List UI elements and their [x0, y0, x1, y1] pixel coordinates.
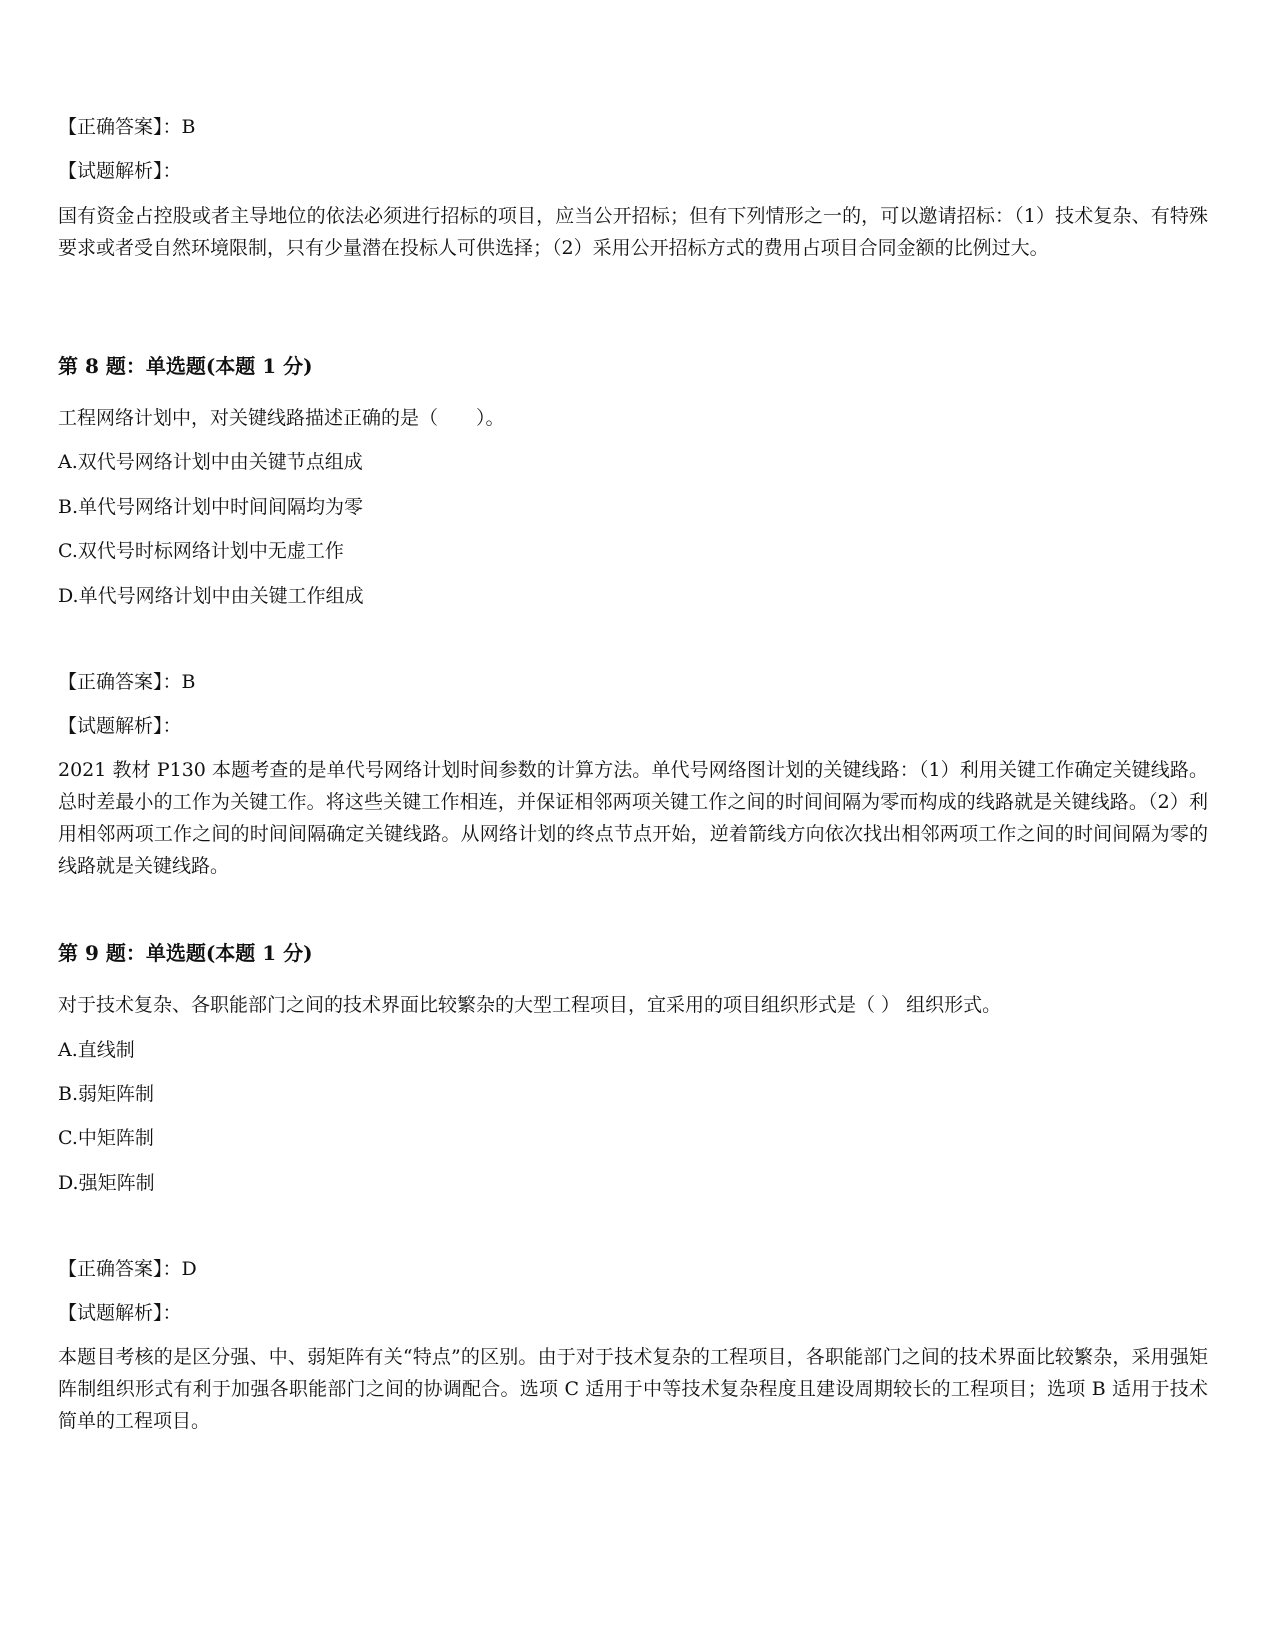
question-stem: 对于技术复杂、各职能部门之间的技术界面比较繁杂的大型工程项目，宜采用的项目组织形式是（ ） 组织形式。	[58, 994, 1002, 1016]
option-b: B.弱矩阵制	[58, 1083, 155, 1105]
analysis-label: 【试题解析】：	[58, 160, 182, 182]
analysis-label: 【试题解析】：	[58, 1302, 182, 1324]
analysis-text: 国有资金占控股或者主导地位的依法必须进行招标的项目，应当公开招标；但有下列情形之一的，可以邀请招标：（1）技术复杂、有特殊要求或者受自然环境限制，只有少量潜在投标人可供选择；（2）采用公开招标方式的费用占项目合同金额的比例过大。	[58, 205, 1208, 259]
question-header: 第 9 题：单选题(本题 1 分)	[58, 941, 313, 965]
option-c: C.中矩阵制	[58, 1127, 154, 1149]
option-d: D.单代号网络计划中由关键工作组成	[58, 585, 364, 607]
analysis-text: 本题目考核的是区分强、中、弱矩阵有关“特点”的区别。由于对于技术复杂的工程项目，各职能部门之间的技术界面比较繁杂，采用强矩阵制组织形式有利于加强各职能部门之间的协调配合。选项 C 适用于中等技术复杂程度且建设周期较长的工程项目；选项 B 适用于技术简单的工程项目。	[58, 1346, 1208, 1432]
answer-label: 【正确答案】：D	[58, 1258, 197, 1280]
option-c: C.双代号时标网络计划中无虚工作	[58, 540, 344, 562]
question-header: 第 8 题：单选题(本题 1 分)	[58, 354, 313, 378]
option-a: A.直线制	[58, 1039, 135, 1061]
analysis-text: 2021 教材 P130 本题考查的是单代号网络计划时间参数的计算方法。单代号网络图计划的关键线路：（1）利用关键工作确定关键线路。总时差最小的工作为关键工作。将这些关键工作相连，并保证相邻两项关键工作之间的时间间隔为零而构成的线路就是关键线路。（2）利用相邻两项工作之间的时间间隔确定关键线路。从网络计划的终点节点开始，逆着箭线方向依次找出相邻两项工作之间的时间间隔为零的线路就是关键线路。	[58, 759, 1208, 877]
question-stem: 工程网络计划中，对关键线路描述正确的是（ ）。	[58, 407, 505, 429]
option-b: B.单代号网络计划中时间间隔均为零	[58, 496, 364, 518]
option-d: D.强矩阵制	[58, 1172, 155, 1194]
option-a: A.双代号网络计划中由关键节点组成	[58, 451, 363, 473]
answer-label: 【正确答案】：B	[58, 116, 196, 138]
analysis-label: 【试题解析】：	[58, 715, 182, 737]
answer-label: 【正确答案】：B	[58, 671, 196, 693]
